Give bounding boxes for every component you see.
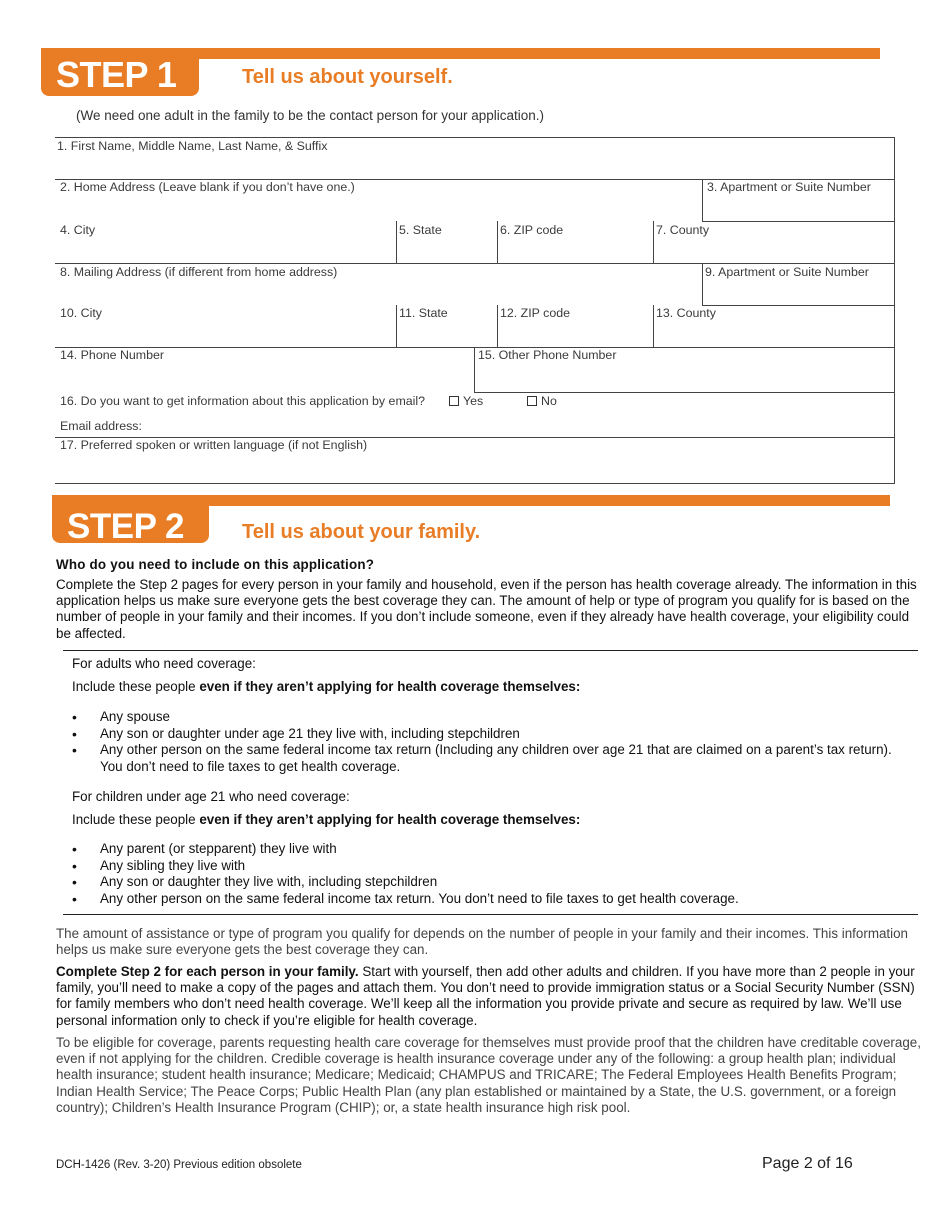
email-question-label: 16. Do you want to get information about this application by email?: [60, 394, 426, 408]
field-phone[interactable]: [55, 347, 474, 392]
field-other-phone[interactable]: [474, 347, 894, 392]
field-language-label: 17. Preferred spoken or written language (if not English): [60, 438, 368, 452]
field-apartment[interactable]: [702, 179, 894, 221]
field-zip-label: 6. ZIP code: [500, 223, 564, 237]
email-no-option[interactable]: [527, 394, 557, 408]
field-mailing-county-label: 13. County: [656, 306, 716, 320]
step2-tab-label: STEP 2: [67, 507, 184, 546]
email-no-label: No: [541, 394, 557, 408]
field-county[interactable]: [653, 221, 894, 263]
divider-top: [63, 650, 918, 651]
step1-tab-label: STEP 1: [56, 54, 177, 95]
step2-question: Who do you need to include on this application?: [56, 557, 375, 572]
children-list-item: • Any other person on the same federal income tax return. You don’t need to file taxes to get health coverage.: [44, 891, 917, 907]
complete-step2-paragraph: [56, 964, 922, 1029]
eligibility-text: To be eligible for coverage, parents requesting health care coverage for themselves must provide proof that the children have creditable coverage, even if not applying for the children. Credible coverage is health insurance coverage under any of the following: a group health plan; individual health insurance; student health insurance; Medicare; Medicaid; CHAMPUS and TRICARE; The Federal Employees Health Benefits Program; Indian Health Service; The Peace Corps; Public Health Plan (any plan established or maintained by a State, the U.S. government, or a foreign country); Children’s Health Insurance Program (CHIP); or, a state health insurance high risk pool.: [56, 1035, 921, 1115]
field-home-address[interactable]: [55, 179, 702, 221]
children-heading: For children under age 21 who need coverage:: [72, 789, 350, 805]
children-include-line: [72, 812, 917, 828]
children-list-item: • Any son or daughter they live with, including stepchildren: [44, 874, 917, 890]
children-list-item: • Any parent (or stepparent) they live with: [44, 841, 917, 857]
field-mailing-state[interactable]: [396, 305, 497, 347]
contact-form: [55, 137, 895, 483]
field-city-label: 4. City: [60, 223, 96, 237]
adults-list-item: • Any son or daughter under age 21 they live with, including stepchildren: [44, 726, 917, 742]
form-id: DCH-1426 (Rev. 3-20) Previous edition obsolete: [56, 1159, 302, 1171]
step1-intro: (We need one adult in the family to be the contact person for your application.): [76, 108, 545, 123]
field-zip[interactable]: [497, 221, 653, 263]
field-phone-label: 14. Phone Number: [60, 348, 165, 362]
field-mailing-state-label: 11. State: [399, 306, 448, 320]
adults-include-prefix: Include these people: [72, 679, 200, 695]
field-county-label: 7. County: [656, 223, 710, 237]
field-state[interactable]: [396, 221, 497, 263]
field-mailing-address[interactable]: [55, 263, 702, 305]
step1-title: Tell us about yourself.: [242, 66, 453, 88]
assistance-paragraph: [56, 926, 922, 958]
children-include-prefix: Include these people: [72, 812, 200, 828]
adults-list-item: • Any other person on the same federal income tax return (Including any children over age 21 that are claimed on a parent’s tax return). You don’t need to file taxes to get health coverage.: [44, 742, 917, 775]
step2-tab: [52, 495, 209, 546]
field-home-address-label: 2. Home Address (Leave blank if you don’t have one.): [60, 180, 355, 194]
field-language[interactable]: [55, 437, 894, 483]
adults-section: [72, 656, 917, 907]
eligibility-paragraph: [56, 1035, 922, 1116]
field-city[interactable]: [55, 221, 396, 263]
email-address-label[interactable]: Email address:: [60, 419, 142, 433]
field-mailing-city-label: 10. City: [60, 306, 103, 320]
field-mailing-county[interactable]: [653, 305, 894, 347]
children-include-bold: even if they aren’t applying for health coverage themselves:: [199, 812, 581, 828]
email-question-row: [55, 392, 894, 437]
field-mailing-address-label: 8. Mailing Address (if different from home address): [60, 265, 338, 279]
field-mailing-zip[interactable]: [497, 305, 653, 347]
field-other-phone-label: 15. Other Phone Number: [478, 348, 617, 362]
step2-intro-text: Complete the Step 2 pages for every person in your family and household, even if the person has health coverage already. The information in this application helps us make sure everyone gets the best coverage they can. The amount of help or type of program you qualify for is based on the number of people in your family and their incomes. If you don’t include someone, even if they already have health coverage, your eligibility could be affected.: [56, 577, 917, 641]
adults-include-bold: even if they aren’t applying for health coverage themselves:: [199, 679, 581, 695]
adults-list-item: • Any spouse: [44, 709, 917, 725]
adults-list: [44, 709, 917, 775]
email-yes-label: Yes: [463, 394, 484, 408]
step2-intro-paragraph: [56, 577, 922, 642]
email-yes-option[interactable]: [449, 394, 483, 408]
yes-checkbox-icon[interactable]: [449, 396, 459, 406]
field-apartment-label: 3. Apartment or Suite Number: [707, 180, 871, 194]
field-full-name-label: 1. First Name, Middle Name, Last Name, & Suffix: [57, 139, 328, 153]
step1-accent-bar: [198, 48, 880, 59]
complete-step2-bold: Complete Step 2 for each person in your family.: [56, 964, 359, 979]
field-state-label: 5. State: [399, 223, 442, 237]
adults-heading: For adults who need coverage:: [72, 656, 256, 671]
field-full-name[interactable]: [55, 137, 894, 179]
step1-tab: [41, 48, 199, 96]
no-checkbox-icon[interactable]: [527, 396, 537, 406]
page-number: Page 2 of 16: [762, 1155, 853, 1172]
field-mailing-apartment-label: 9. Apartment or Suite Number: [705, 265, 869, 279]
field-mailing-apartment[interactable]: [702, 263, 894, 305]
step2-title: Tell us about your family.: [242, 521, 481, 543]
children-list: [44, 841, 917, 907]
children-list-item: • Any sibling they live with: [44, 858, 917, 874]
assistance-text: The amount of assistance or type of program you qualify for depends on the number of people in your family and their incomes. This information helps us make sure everyone gets the best coverage they can.: [56, 926, 909, 958]
field-mailing-zip-label: 12. ZIP code: [500, 306, 571, 320]
field-mailing-city[interactable]: [55, 305, 396, 347]
adults-include-line: [72, 679, 917, 695]
complete-step2-rest: Start with yourself, then add other adults and children. If you have more than 2 people in your family, you’ll need to make a copy of the pages and attach them. You don’t need to provide immigration status or a Social Security Number (SSN) for family members who don’t need health coverage. We’ll keep all the information you provide private and secure as required by law. We’ll use personal information only to check if you’re eligible for health coverage.: [56, 964, 915, 1028]
complete-step2-text: [56, 964, 922, 1029]
divider-bottom: [63, 914, 918, 915]
